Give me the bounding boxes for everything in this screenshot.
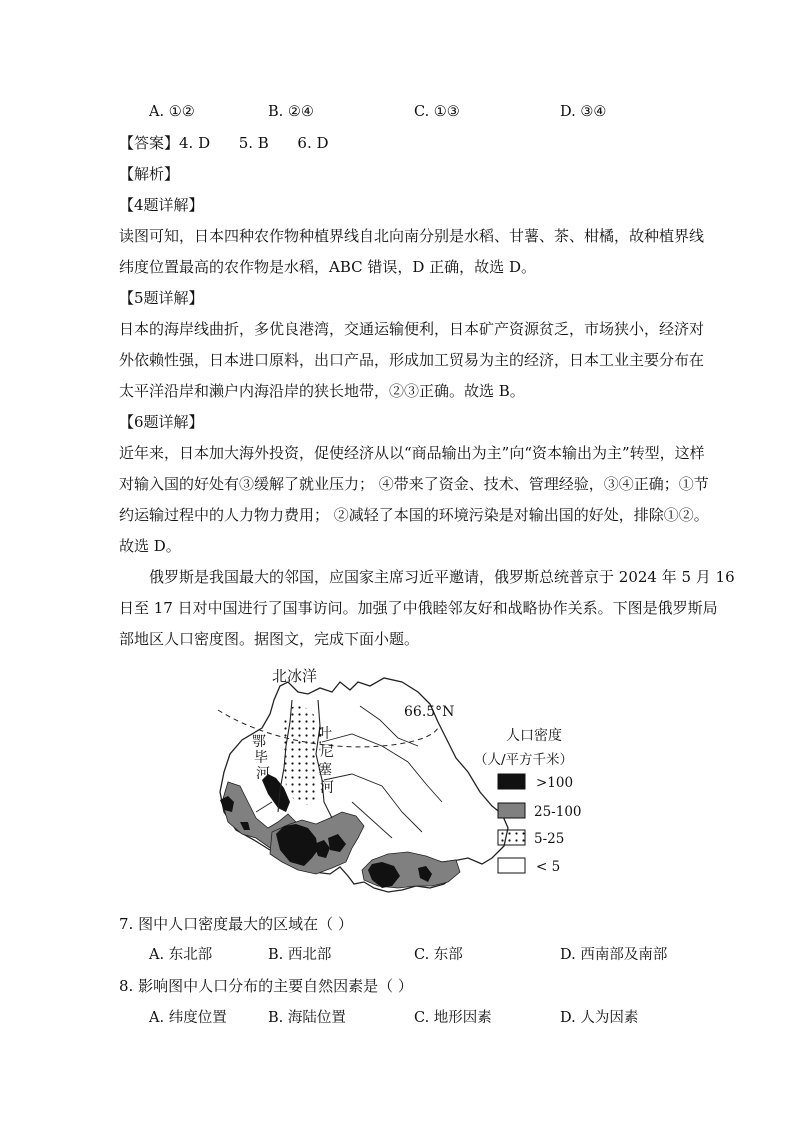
q8-stem: 8. 影响图中人口分布的主要自然因素是（ ） xyxy=(119,977,413,995)
q7-option-a[interactable]: A. 东北部 xyxy=(149,947,213,963)
yenisei-river-char-3: 塞 xyxy=(318,762,332,778)
passage-line-1: 俄罗斯是我国最大的邻国，应国家主席习近平邀请，俄罗斯总统普京于 2024 年 5 月 16 xyxy=(149,568,735,586)
analysis-heading: 【解析】 xyxy=(119,165,180,183)
ob-river-char-1: 鄂 xyxy=(252,734,266,750)
q6-line-4: 故选 D。 xyxy=(119,537,181,555)
option-d: D. ③④ xyxy=(560,104,607,120)
q5-line-3: 太平洋沿岸和濑户内海沿岸的狭长地带，②③正确。故选 B。 xyxy=(119,382,525,400)
legend-swatch-low xyxy=(498,830,525,845)
yenisei-river-char-4: 河 xyxy=(320,780,334,796)
legend-swatch-high xyxy=(498,774,525,789)
land-outline xyxy=(220,678,508,892)
q4-line-1: 读图可知，日本四种农作物种植界线自北向南分别是水稻、甘薯、茶、柑橘，故种植界线 xyxy=(119,227,705,245)
yenisei-river-char-1: 叶 xyxy=(318,726,332,742)
q5-heading: 【5题详解】 xyxy=(119,289,204,307)
q8-option-a[interactable]: A. 纬度位置 xyxy=(149,1010,227,1026)
option-a: A. ①② xyxy=(149,104,195,120)
q5-line-1: 日本的海岸线曲折，多优良港湾，交通运输便利，日本矿产资源贫乏，市场狭小，经济对 xyxy=(119,320,705,338)
legend-swatch-mid xyxy=(498,803,525,818)
q7-option-c[interactable]: C. 东部 xyxy=(414,947,463,963)
q8-option-b[interactable]: B. 海陆位置 xyxy=(268,1010,346,1026)
q5-line-2: 外依赖性强，日本进口原料，出口产品，形成加工贸易为主的经济，日本工业主要分布在 xyxy=(119,351,705,369)
legend-label-high: >100 xyxy=(536,775,574,791)
legend-label-mid: 25-100 xyxy=(534,804,582,820)
q6-line-3: 约运输过程中的人力物力费用； ②减轻了本国的环境污染是对输出国的好处，排除①②。 xyxy=(119,506,709,524)
answer-line: 【答案】4. D 5. B 6. D xyxy=(119,134,329,152)
option-b: B. ②④ xyxy=(268,104,314,120)
population-density-map xyxy=(212,662,592,902)
legend-unit: （人/平方千米） xyxy=(474,752,574,768)
passage-line-2: 日至 17 日对中国进行了国事访问。加强了中俄睦邻友好和战略协作关系。下图是俄罗斯局 xyxy=(119,599,718,617)
ob-river-char-3: 河 xyxy=(256,766,270,782)
yenisei-river-char-2: 尼 xyxy=(320,744,334,760)
q7-option-d[interactable]: D. 西南部及南部 xyxy=(560,947,668,963)
legend-label-low: 5-25 xyxy=(534,831,565,847)
q6-line-1: 近年来，日本加大海外投资，促使经济从以“商品输出为主”向“资本输出为主”转型，这样 xyxy=(119,444,705,462)
passage-line-3: 部地区人口密度图。据图文，完成下面小题。 xyxy=(119,630,420,648)
q4-line-2: 纬度位置最高的农作物是水稻，ABC 错误，D 正确，故选 D。 xyxy=(119,258,536,276)
legend-label-none: < 5 xyxy=(536,859,561,875)
ocean-label: 北冰洋 xyxy=(272,667,318,685)
q6-line-2: 对输入国的好处有③缓解了就业压力； ④带来了资金、技术、管理经验，③④正确；①节 xyxy=(119,475,709,493)
option-c: C. ①③ xyxy=(414,104,460,120)
q7-option-b[interactable]: B. 西北部 xyxy=(268,947,332,963)
q7-stem: 7. 图中人口密度最大的区域在（ ） xyxy=(119,915,353,933)
legend-title: 人口密度 xyxy=(506,728,562,744)
ob-river-char-2: 毕 xyxy=(254,750,268,766)
latitude-label: 66.5°N xyxy=(404,704,455,720)
legend-swatch-none xyxy=(498,858,525,873)
q8-option-c[interactable]: C. 地形因素 xyxy=(414,1010,492,1026)
q4-heading: 【4题详解】 xyxy=(119,196,204,214)
q6-heading: 【6题详解】 xyxy=(119,413,204,431)
q8-option-d[interactable]: D. 人为因素 xyxy=(560,1010,639,1026)
